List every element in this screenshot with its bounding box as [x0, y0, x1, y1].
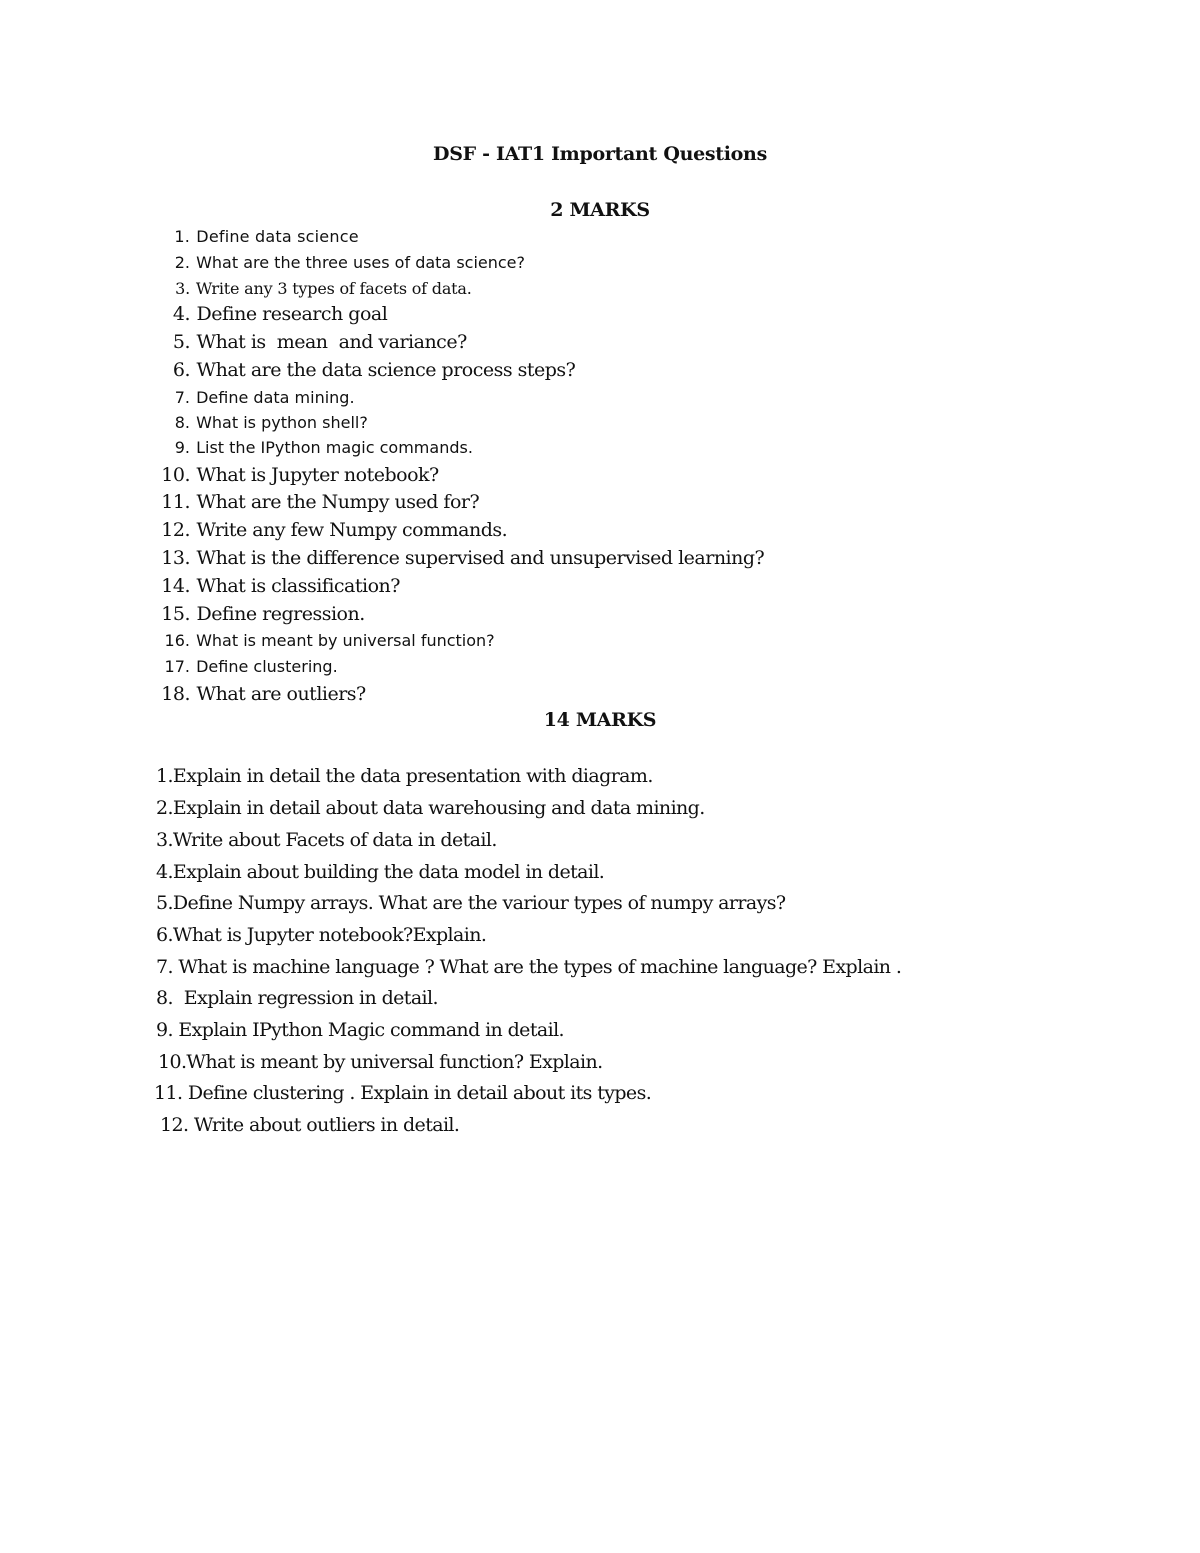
- question-text: What are the Numpy used for?: [196, 491, 480, 513]
- question-number: 4.: [172, 303, 190, 325]
- question-number: 14.: [161, 575, 190, 597]
- question-text: Write any 3 types of facets of data.: [195, 279, 472, 298]
- list-item: [150, 575, 1050, 597]
- list-item: [150, 331, 1050, 353]
- list-item: 9. Explain IPython Magic command in detail.: [156, 1019, 564, 1041]
- question-text: Define research goal: [196, 303, 388, 325]
- list-item: 11. Define clustering . Explain in detail about its types.: [154, 1082, 652, 1104]
- question-number: 18.: [161, 683, 190, 705]
- list-item: 4.Explain about building the data model in detail.: [156, 861, 605, 883]
- question-text: What is python shell?: [196, 413, 368, 432]
- list-item: [150, 413, 1050, 432]
- question-number: 12.: [161, 519, 190, 541]
- question-number: 1.: [174, 227, 190, 246]
- question-number: 7.: [174, 388, 190, 407]
- list-item: 8. Explain regression in detail.: [156, 987, 438, 1009]
- list-item: [150, 227, 1050, 246]
- section-heading-2-marks: 2 MARKS: [550, 199, 650, 221]
- list-item: [150, 438, 1050, 457]
- question-number: 13.: [161, 547, 190, 569]
- question-number: 3.: [175, 279, 190, 298]
- list-item: 2.Explain in detail about data warehousing and data mining.: [156, 797, 705, 819]
- question-text: Define clustering.: [196, 657, 338, 676]
- question-number: 2.: [174, 253, 190, 272]
- question-number: 5.: [172, 331, 190, 353]
- list-item: 12. Write about outliers in detail.: [160, 1114, 460, 1136]
- question-text: What is meant by universal function?: [196, 631, 495, 650]
- question-number: 16.: [164, 631, 190, 650]
- list-item: 1.Explain in detail the data presentation with diagram.: [156, 765, 653, 787]
- list-item: [150, 303, 1050, 325]
- list-item: [150, 657, 1050, 676]
- list-item: [150, 279, 1050, 298]
- question-number: 15.: [161, 603, 190, 625]
- question-text: Define data mining.: [196, 388, 355, 407]
- question-text: What is Jupyter notebook?: [196, 464, 439, 486]
- section-heading-14-marks: 14 MARKS: [543, 709, 657, 731]
- question-text: What is mean and variance?: [196, 331, 467, 353]
- question-number: 11.: [161, 491, 190, 513]
- question-number: 17.: [164, 657, 190, 676]
- question-number: 8.: [174, 413, 190, 432]
- question-text: Define data science: [196, 227, 359, 246]
- list-item: [150, 519, 1050, 541]
- question-number: 9.: [174, 438, 190, 457]
- document-title: DSF - IAT1 Important Questions: [433, 143, 767, 165]
- list-item: [150, 491, 1050, 513]
- question-text: What are the data science process steps?: [196, 359, 576, 381]
- question-text: What is the difference supervised and unsupervised learning?: [196, 547, 765, 569]
- list-item: 5.Define Numpy arrays. What are the variour types of numpy arrays?: [156, 892, 786, 914]
- list-item: 3.Write about Facets of data in detail.: [156, 829, 497, 851]
- list-item: 10.What is meant by universal function? Explain.: [158, 1051, 603, 1073]
- list-item: [150, 253, 1050, 272]
- question-text: Define regression.: [196, 603, 365, 625]
- list-item: [150, 631, 1050, 650]
- list-item: 6.What is Jupyter notebook?Explain.: [156, 924, 487, 946]
- list-item: [150, 388, 1050, 407]
- question-text: Write any few Numpy commands.: [196, 519, 508, 541]
- list-item: 7. What is machine language ? What are the types of machine language? Explain .: [156, 956, 902, 978]
- list-item: [150, 603, 1050, 625]
- question-number: 6.: [172, 359, 190, 381]
- question-text: What are the three uses of data science?: [196, 253, 526, 272]
- list-item: [150, 464, 1050, 486]
- question-text: List the IPython magic commands.: [196, 438, 473, 457]
- list-item: [150, 547, 1050, 569]
- list-item: [150, 683, 1050, 705]
- question-number: 10.: [161, 464, 190, 486]
- question-text: What are outliers?: [196, 683, 366, 705]
- question-text: What is classification?: [196, 575, 400, 597]
- list-item: [150, 359, 1050, 381]
